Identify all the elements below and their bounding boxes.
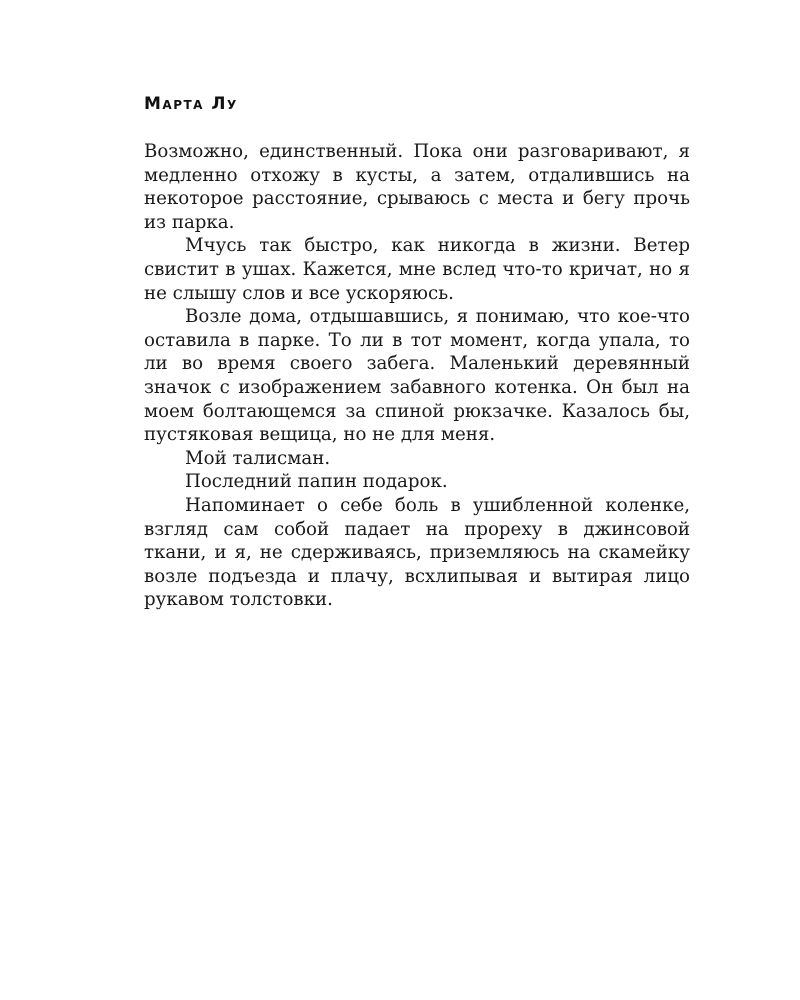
running-head-author: Марта Лу: [144, 94, 238, 114]
paragraph: Напоминает о себе боль в ушибленной коленке, взгляд сам собой падает на прореху в джинсовой ткани, и я, не сдерживаясь, приземляюсь на скамейку возле подъезда и плачу, всхлипывая и вытирая лицо рукавом толстовки.: [144, 494, 690, 611]
paragraph: Возле дома, отдышавшись, я понимаю, что кое-что оставила в парке. То ли в тот момент, когда упала, то ли во время своего забега. Маленький деревянный значок с изображением забавного котенка. Он был на моем болтающемся за спиной рюкзачке. Казалось бы, пустяковая вещица, но не для меня.: [144, 306, 690, 446]
paragraph: Возможно, единственный. Пока они разговаривают, я медленно отхожу в кусты, а затем, отдалившись на некоторое расстояние, срываюсь с места и бегу прочь из парка.: [144, 141, 690, 233]
paragraph: Мчусь так быстро, как никогда в жизни. Ветер свистит в ушах. Кажется, мне вслед что-то кричат, но я не слышу слов и все ускоряюсь.: [144, 235, 690, 304]
paragraph: Последний папин подарок.: [185, 471, 448, 493]
body-text: [144, 140, 690, 612]
paragraph: Мой талисман.: [185, 447, 331, 469]
